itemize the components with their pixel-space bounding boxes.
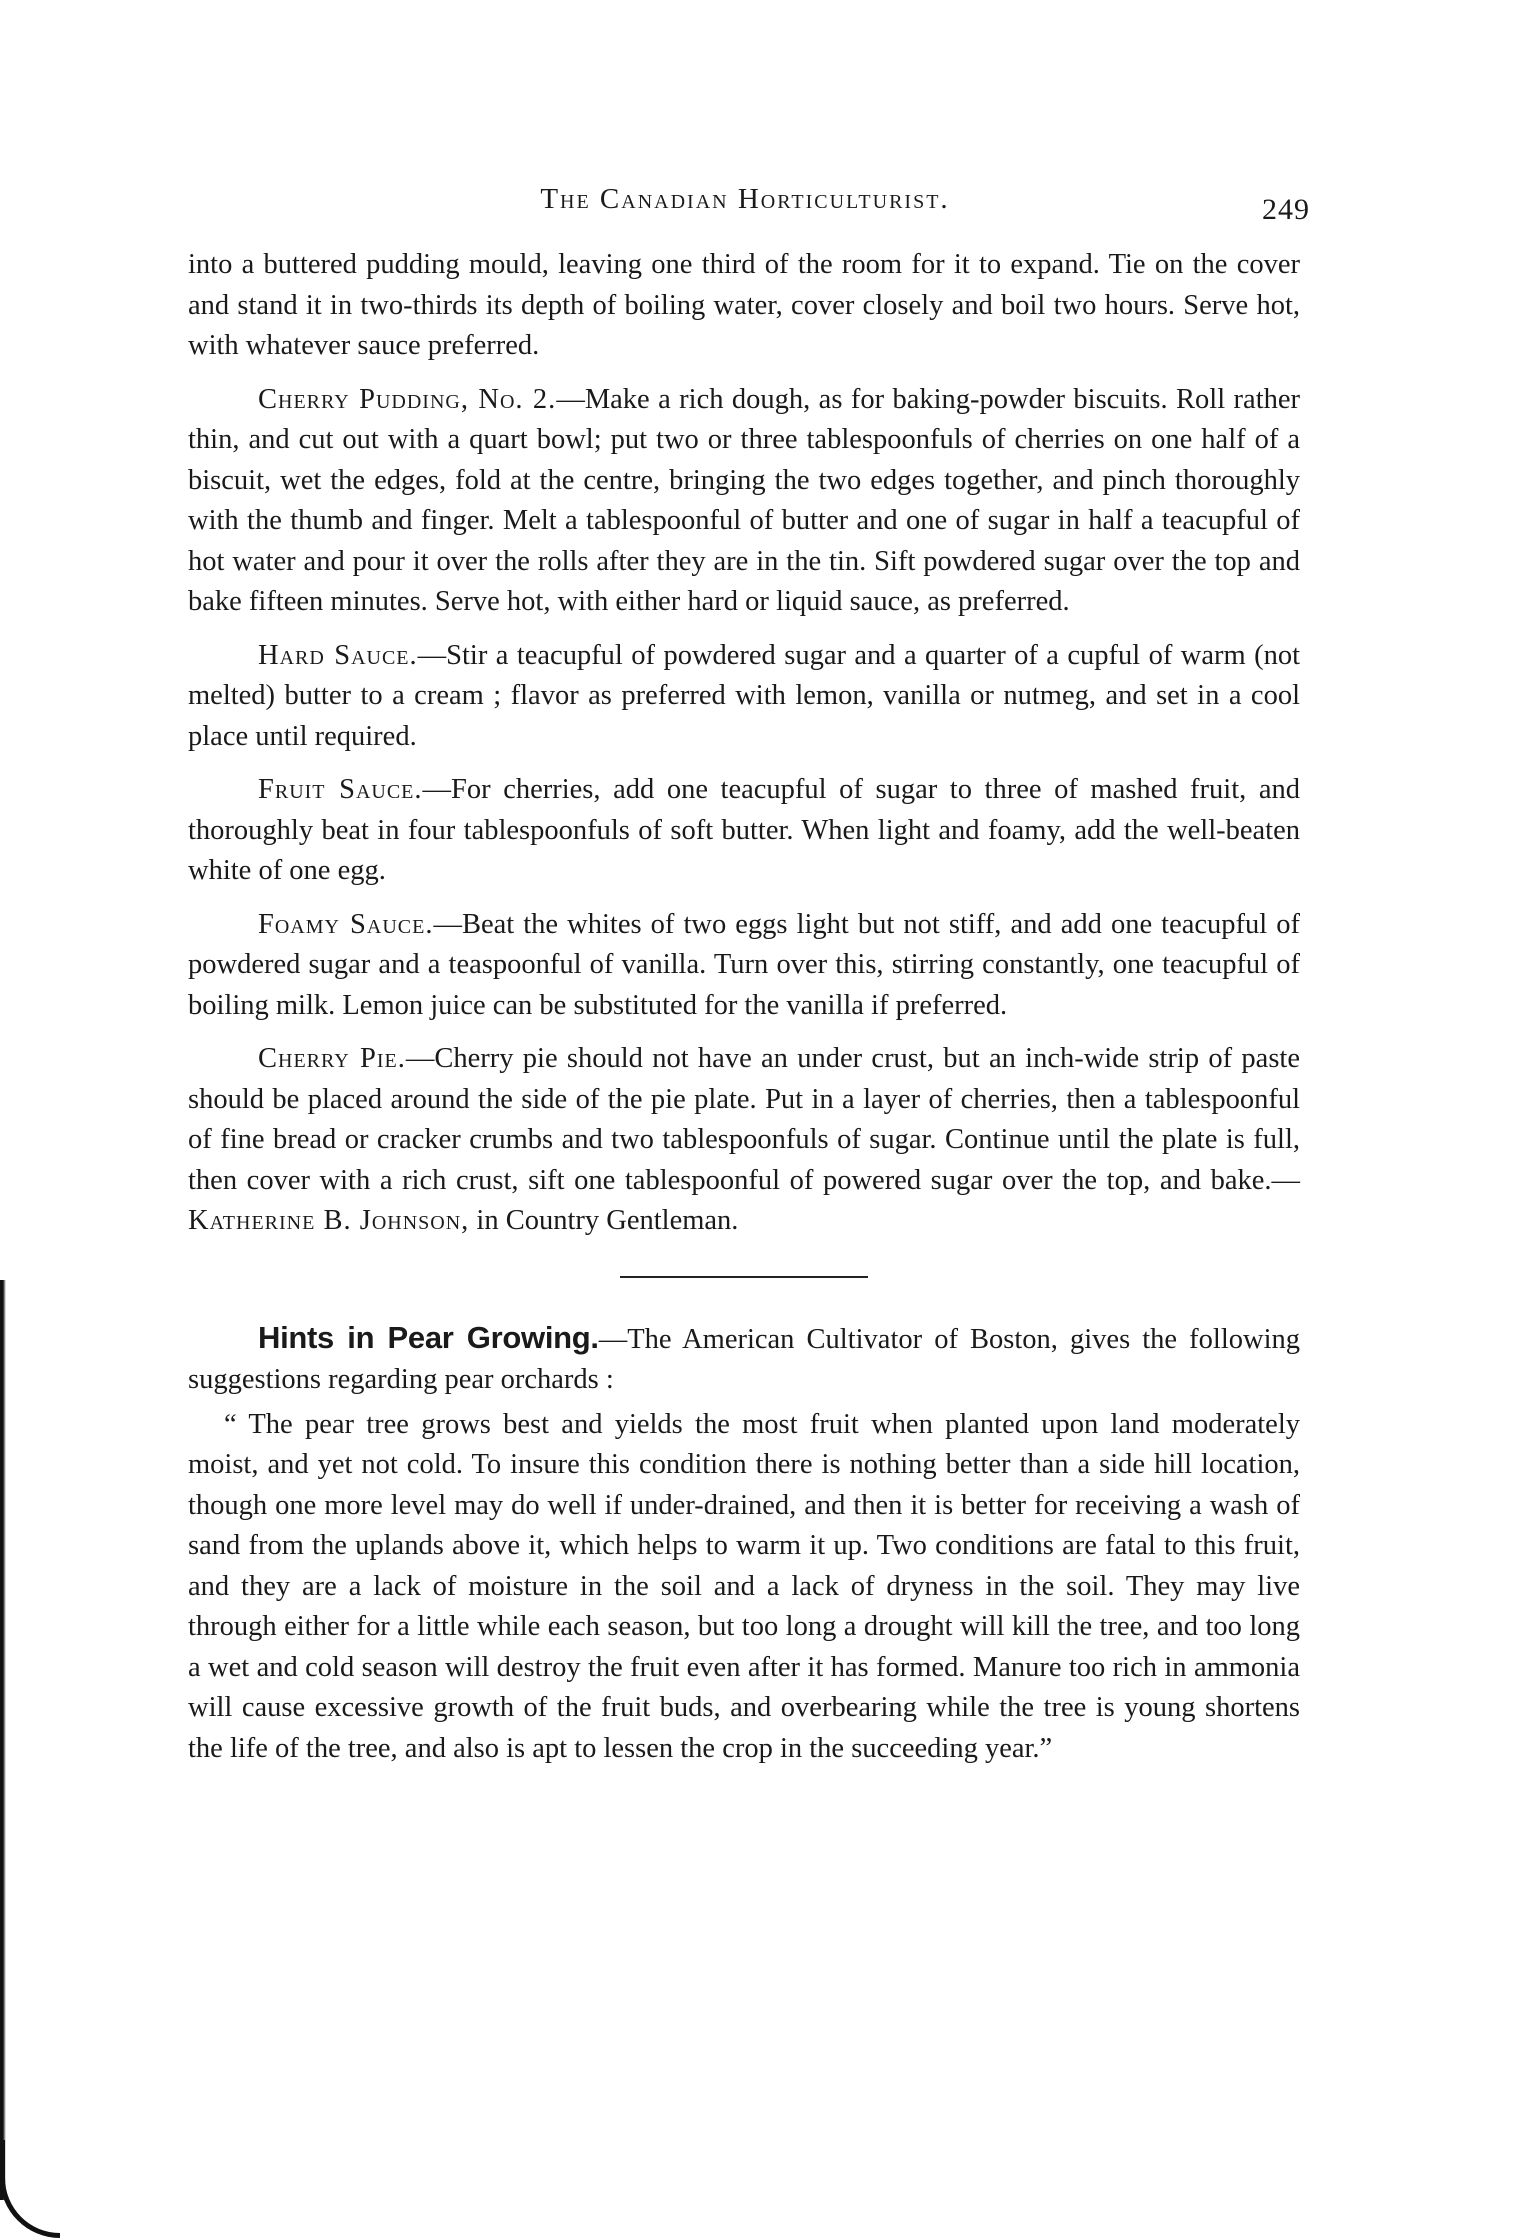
text-column	[188, 245, 1300, 1782]
recipe-heading-fruit-sauce: Fruit Sauce.	[258, 774, 423, 805]
running-header	[180, 183, 1310, 226]
paragraph-hints-intro	[188, 1318, 1300, 1401]
section-divider	[620, 1276, 868, 1278]
paragraph-text: —Beat the whites of two eggs light but not stiff, and add one teacupful of powdered sugar and a teaspoonful of vanilla. Turn over this, stirring constantly, one teacupful of boiling milk. Lemon juice can be substituted for the vanilla if preferred.	[188, 908, 1301, 1021]
paragraph-hard-sauce	[188, 636, 1300, 758]
paragraph-text: —For cherries, add one teacupful of sugar to three of mashed fruit, and thoroughly beat in four tablespoonfuls of soft butter. When light and foamy, add the well-beaten white of one egg.	[188, 774, 1300, 886]
paragraph-foamy-sauce	[188, 905, 1300, 1027]
source-credit: in Country Gentleman.	[469, 1205, 739, 1236]
recipe-heading-cherry-pie: Cherry Pie.	[258, 1043, 406, 1074]
paragraph-cherry-pudding	[188, 380, 1300, 623]
recipe-heading-hard-sauce: Hard Sauce.	[258, 639, 418, 671]
author-name: Katherine B. Johnson,	[188, 1205, 470, 1236]
running-title: The Canadian Horticulturist.	[540, 183, 950, 215]
recipe-heading-foamy-sauce: Foamy Sauce.	[258, 908, 434, 940]
recipe-heading-cherry-pudding: Cherry Pudding, No. 2.	[258, 383, 557, 415]
scan-corner-curve	[0, 2140, 60, 2238]
paragraph-text: —Make a rich dough, as for baking-powder biscuits. Roll rather thin, and cut out with a quart bowl; put two or three tablespoonfuls of cherries on one half of a biscuit, wet the edges, fold at the centre, bringing the two edges together, and pinch thoroughly with the thumb and finger. Melt a tablespoonful of butter and one of sugar in half a teacupful of hot water and pour it over the rolls after they are in the tin. Sift powdered sugar over the top and bake fifteen minutes. Serve hot, with either hard or liquid sauce, as preferred.	[188, 383, 1300, 617]
paragraph-text: into a buttered pudding mould, leaving one third of the room for it to expand. Tie on the cover and stand it in two-thirds its depth of boiling water, cover closely and boil two hours. Serve hot, with whatever sauce preferred.	[188, 249, 1300, 361]
section-heading-pear-growing: Hints in Pear Growing.	[258, 1319, 599, 1355]
paragraph-text: —The American Cultivator of Boston, gives the following suggestions regarding pear orchards :	[188, 1323, 1301, 1395]
paragraph-cherry-pie	[188, 1039, 1300, 1242]
paragraph-pudding-continued	[188, 245, 1300, 367]
paragraph-pear-quote	[188, 1405, 1300, 1770]
quoted-text: “ The pear tree grows best and yields the most fruit when planted upon land moderately moist, and yet not cold. To insure this condition there is nothing better than a side hill location, though one more level may do well if under-drained, and then it is better for receiving a wash of sand from the uplands above it, which helps to warm it up. Two conditions are fatal to this fruit, and they are a lack of moisture in the soil and a lack of dryness in the soil. They may live through either for a little while each season, but too long a drought will kill the tree, and too long a wet and cold season will destroy the fruit even after it has formed. Manure too rich in ammonia will cause excessive growth of the fruit buds, and overbearing while the tree is young shortens the life of the tree, and also is apt to lessen the crop in the succeeding year.”	[188, 1408, 1300, 1764]
page-number: 249	[1262, 193, 1310, 226]
scan-left-edge	[0, 1280, 6, 2200]
paragraph-text: —Cherry pie should not have an under crust, but an inch-wide strip of paste should be placed around the side of the pie plate. Put in a layer of cherries, then a tablespoonful of fine bread or cracker crumbs and two tablespoonfuls of sugar. Continue until the plate is full, then cover with a rich crust, sift one tablespoonful of powered sugar over the top, and bake.—	[188, 1043, 1300, 1196]
paragraph-fruit-sauce	[188, 770, 1300, 892]
paragraph-text: —Stir a teacupful of powdered sugar and a quarter of a cupful of warm (not melted) butter to a cream ; flavor as preferred with lemon, vanilla or nutmeg, and set in a cool place until required.	[188, 639, 1300, 752]
